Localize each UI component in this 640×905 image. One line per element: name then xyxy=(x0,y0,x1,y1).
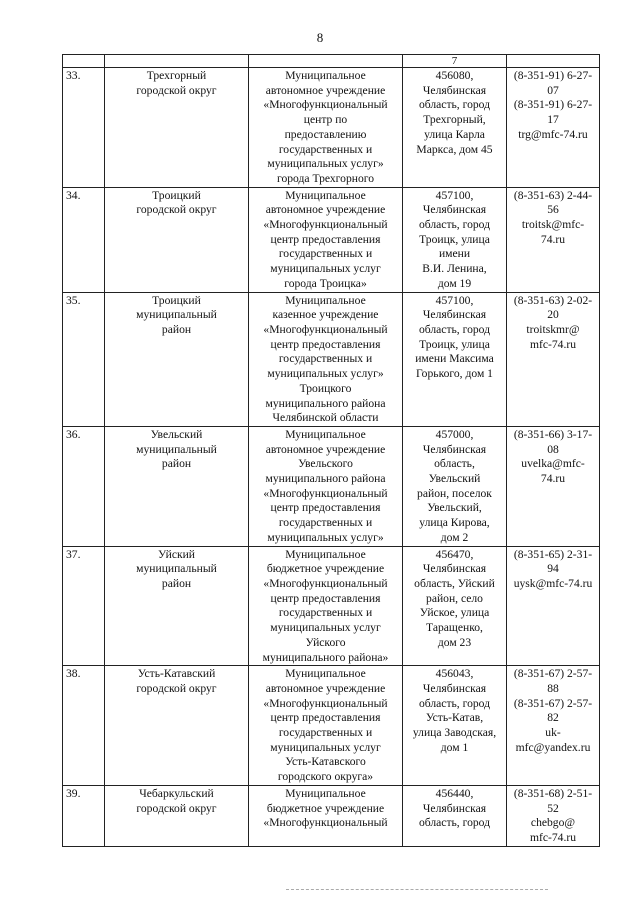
district-cell: Троицкий городской округ xyxy=(105,187,249,292)
row-number: 38. xyxy=(63,666,105,786)
district-cell: Троицкий муниципальный район xyxy=(105,292,249,426)
row-number: 33. xyxy=(63,68,105,188)
table-row xyxy=(63,292,600,426)
contacts-cell: (8-351-63) 2-44-56 troitsk@mfc-74.ru xyxy=(507,187,600,292)
institution-cell: Муниципальное бюджетное учреждение «Многофункциональный xyxy=(249,785,403,846)
table-row xyxy=(63,785,600,846)
table-header-row xyxy=(63,55,600,68)
header-cell-institution xyxy=(249,55,403,68)
institution-cell: Муниципальное бюджетное учреждение «Многофункциональный центр предоставления государственных и муниципальных услуг Уйского муниципального района» xyxy=(249,546,403,666)
row-number: 35. xyxy=(63,292,105,426)
address-cell: 457100, Челябинская область, город Троицк, улица имени В.И. Ленина, дом 19 xyxy=(403,187,507,292)
table-row xyxy=(63,546,600,666)
contacts-cell: (8-351-65) 2-31-94 uysk@mfc-74.ru xyxy=(507,546,600,666)
institution-cell: Муниципальное автономное учреждение Увельского муниципального района «Многофункциональный центр предоставления государственных и муниципальных услуг» xyxy=(249,426,403,546)
row-number: 36. xyxy=(63,426,105,546)
address-cell: 456043, Челябинская область, город Усть-Катав, улица Заводская, дом 1 xyxy=(403,666,507,786)
row-number: 39. xyxy=(63,785,105,846)
contacts-cell: (8-351-68) 2-51-52 chebgo@ mfc-74.ru xyxy=(507,785,600,846)
district-cell: Усть-Катавский городской округ xyxy=(105,666,249,786)
contacts-cell: (8-351-67) 2-57-88 (8-351-67) 2-57-82 uk-mfc@yandex.ru xyxy=(507,666,600,786)
district-cell: Увельский муниципальный район xyxy=(105,426,249,546)
address-cell: 456080, Челябинская область, город Трехгорный, улица Карла Маркса, дом 45 xyxy=(403,68,507,188)
mfc-registry-table xyxy=(62,54,600,847)
institution-cell: Муниципальное казенное учреждение «Многофункциональный центр предоставления государственных и муниципальных услуг» Троицкого муниципального района Челябинской области xyxy=(249,292,403,426)
header-cell-district xyxy=(105,55,249,68)
table-row xyxy=(63,68,600,188)
institution-cell: Муниципальное автономное учреждение «Многофункциональный центр предоставления государственных и муниципальных услуг города Троицка» xyxy=(249,187,403,292)
header-cell-number xyxy=(63,55,105,68)
institution-cell: Муниципальное автономное учреждение «Многофункциональный центр предоставления государственных и муниципальных услуг Усть-Катавского городского округа» xyxy=(249,666,403,786)
table-row xyxy=(63,187,600,292)
institution-cell: Муниципальное автономное учреждение «Многофункциональный центр по предоставлению государственных и муниципальных услуг» города Трехгорного xyxy=(249,68,403,188)
district-cell: Чебаркульский городской округ xyxy=(105,785,249,846)
address-cell: 457000, Челябинская область, Увельский район, поселок Увельский, улица Кирова, дом 2 xyxy=(403,426,507,546)
row-number: 34. xyxy=(63,187,105,292)
contacts-cell: (8-351-66) 3-17-08 uvelka@mfc-74.ru xyxy=(507,426,600,546)
contacts-cell: (8-351-91) 6-27-07 (8-351-91) 6-27-17 trg@mfc-74.ru xyxy=(507,68,600,188)
district-cell: Трехгорный городской округ xyxy=(105,68,249,188)
district-cell: Уйский муниципальный район xyxy=(105,546,249,666)
table-row xyxy=(63,666,600,786)
address-cell: 457100, Челябинская область, город Троицк, улица имени Максима Горького, дом 1 xyxy=(403,292,507,426)
address-cell: 456440, Челябинская область, город xyxy=(403,785,507,846)
scan-edge-line xyxy=(286,889,548,890)
table-row xyxy=(63,426,600,546)
contacts-cell: (8-351-63) 2-02-20 troitskmr@ mfc-74.ru xyxy=(507,292,600,426)
row-number: 37. xyxy=(63,546,105,666)
page-number: 8 xyxy=(316,30,324,45)
header-cell-address: 7 xyxy=(403,55,507,68)
header-cell-contacts xyxy=(507,55,600,68)
address-cell: 456470, Челябинская область, Уйский район, село Уйское, улица Таращенко, дом 23 xyxy=(403,546,507,666)
